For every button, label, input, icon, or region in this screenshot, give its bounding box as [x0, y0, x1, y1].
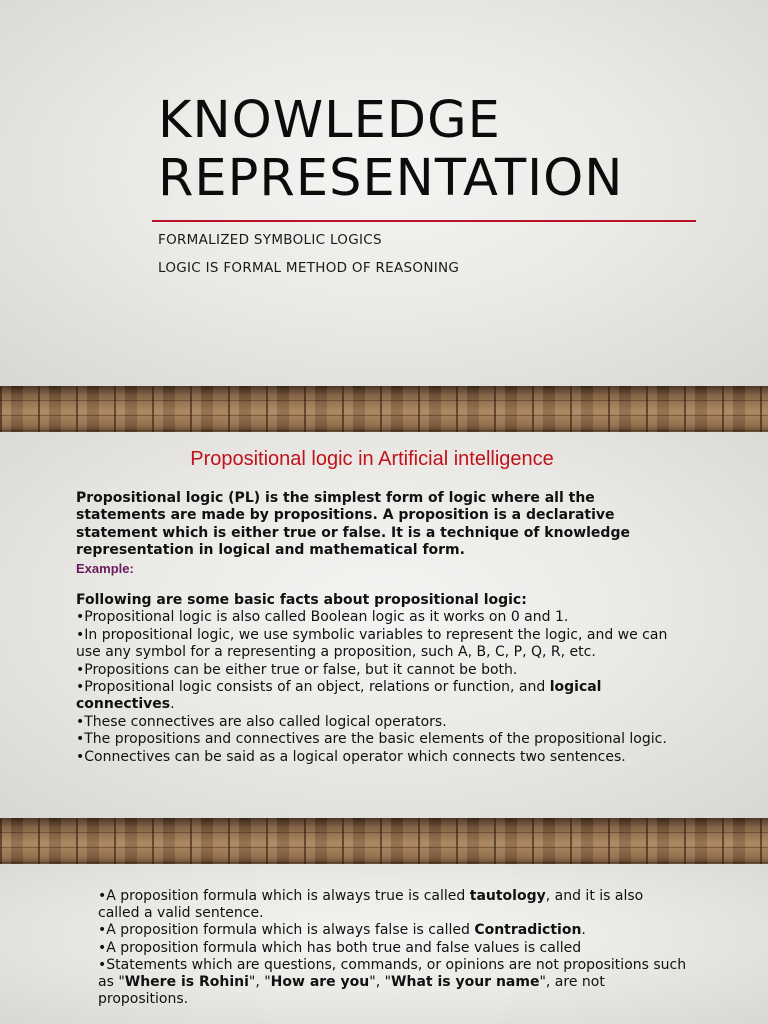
slide-body [98, 888, 688, 1008]
subtitle-2: LOGIC IS FORMAL METHOD OF REASONING [158, 260, 460, 276]
bullet-item: •Connectives can be said as a logical operator which connects two sentences. [76, 748, 626, 765]
bullet-item: •Propositional logic is also called Boolean logic as it works on 0 and 1. [76, 609, 569, 626]
facts-heading: Following are some basic facts about propositional logic: [76, 592, 527, 609]
bullet-text: ", are not propositions. [98, 974, 605, 1008]
bullet-bold-term: logical connectives [76, 679, 602, 713]
bullet-text: ", " [369, 974, 392, 991]
bullet-text: ", " [248, 974, 271, 991]
bullet-item: •These connectives are also called logical operators. [76, 713, 447, 730]
bullet-bold-term: How are you [270, 974, 370, 991]
bullet-item: •In propositional logic, we use symbolic variables to represent the logic, and we can use any symbol for a representing a proposition, such A, B, C, P, Q, R, etc. [76, 626, 668, 661]
bullet-bold-term: tautology [469, 888, 546, 904]
slide-body [76, 490, 676, 766]
bullet-text: •Propositional logic consists of an object, relations or function, and [76, 679, 550, 696]
bullet-bold-term: What is your name [391, 974, 540, 991]
subtitle-1: FORMALIZED SYMBOLIC LOGICS [158, 232, 382, 248]
bullet-text: . [581, 922, 586, 939]
bullet-item [76, 679, 676, 714]
slide-heading: Propositional logic in Artificial intelligence [190, 448, 554, 470]
slide-title-heading [158, 92, 623, 208]
bullet-text: •A proposition formula which is always false is called [98, 922, 475, 939]
bullet-item [98, 957, 688, 1009]
slide-proposition-types [0, 864, 768, 1024]
bullet-item [98, 888, 688, 922]
example-label: Example: [76, 560, 134, 576]
wood-floor-banner [0, 386, 768, 432]
bullet-text: •A proposition formula which is always true is called [98, 888, 470, 904]
bullet-bold-term: Where is Rohini [124, 974, 249, 991]
wood-floor-banner [0, 818, 768, 864]
slide-propositional-logic [0, 432, 768, 818]
bullet-text: . [170, 696, 175, 713]
title-line-2: REPRESENTATION [158, 149, 624, 208]
bullet-item: •A proposition formula which has both true and false values is called [98, 939, 582, 956]
bullet-item: •Propositions can be either true or false, but it cannot be both. [76, 661, 518, 678]
bullet-item [98, 922, 688, 939]
bullet-item: •The propositions and connectives are the basic elements of the propositional logic. [76, 731, 667, 748]
title-line-1: KNOWLEDGE [158, 91, 501, 150]
bullet-bold-term: Contradiction [474, 922, 582, 939]
slide-title [0, 0, 768, 386]
bullet-text: •Statements which are questions, commands, or opinions are not propositions such as " [98, 956, 687, 991]
title-divider [152, 220, 696, 222]
bullet-text: , and it is also called a valid sentence. [98, 888, 644, 922]
intro-paragraph: Propositional logic (PL) is the simplest form of logic where all the statements are made by propositions. A proposition is a declarative statement which is either true or false. It is a technique of knowledge representation in logical and mathematical form. [76, 490, 630, 559]
